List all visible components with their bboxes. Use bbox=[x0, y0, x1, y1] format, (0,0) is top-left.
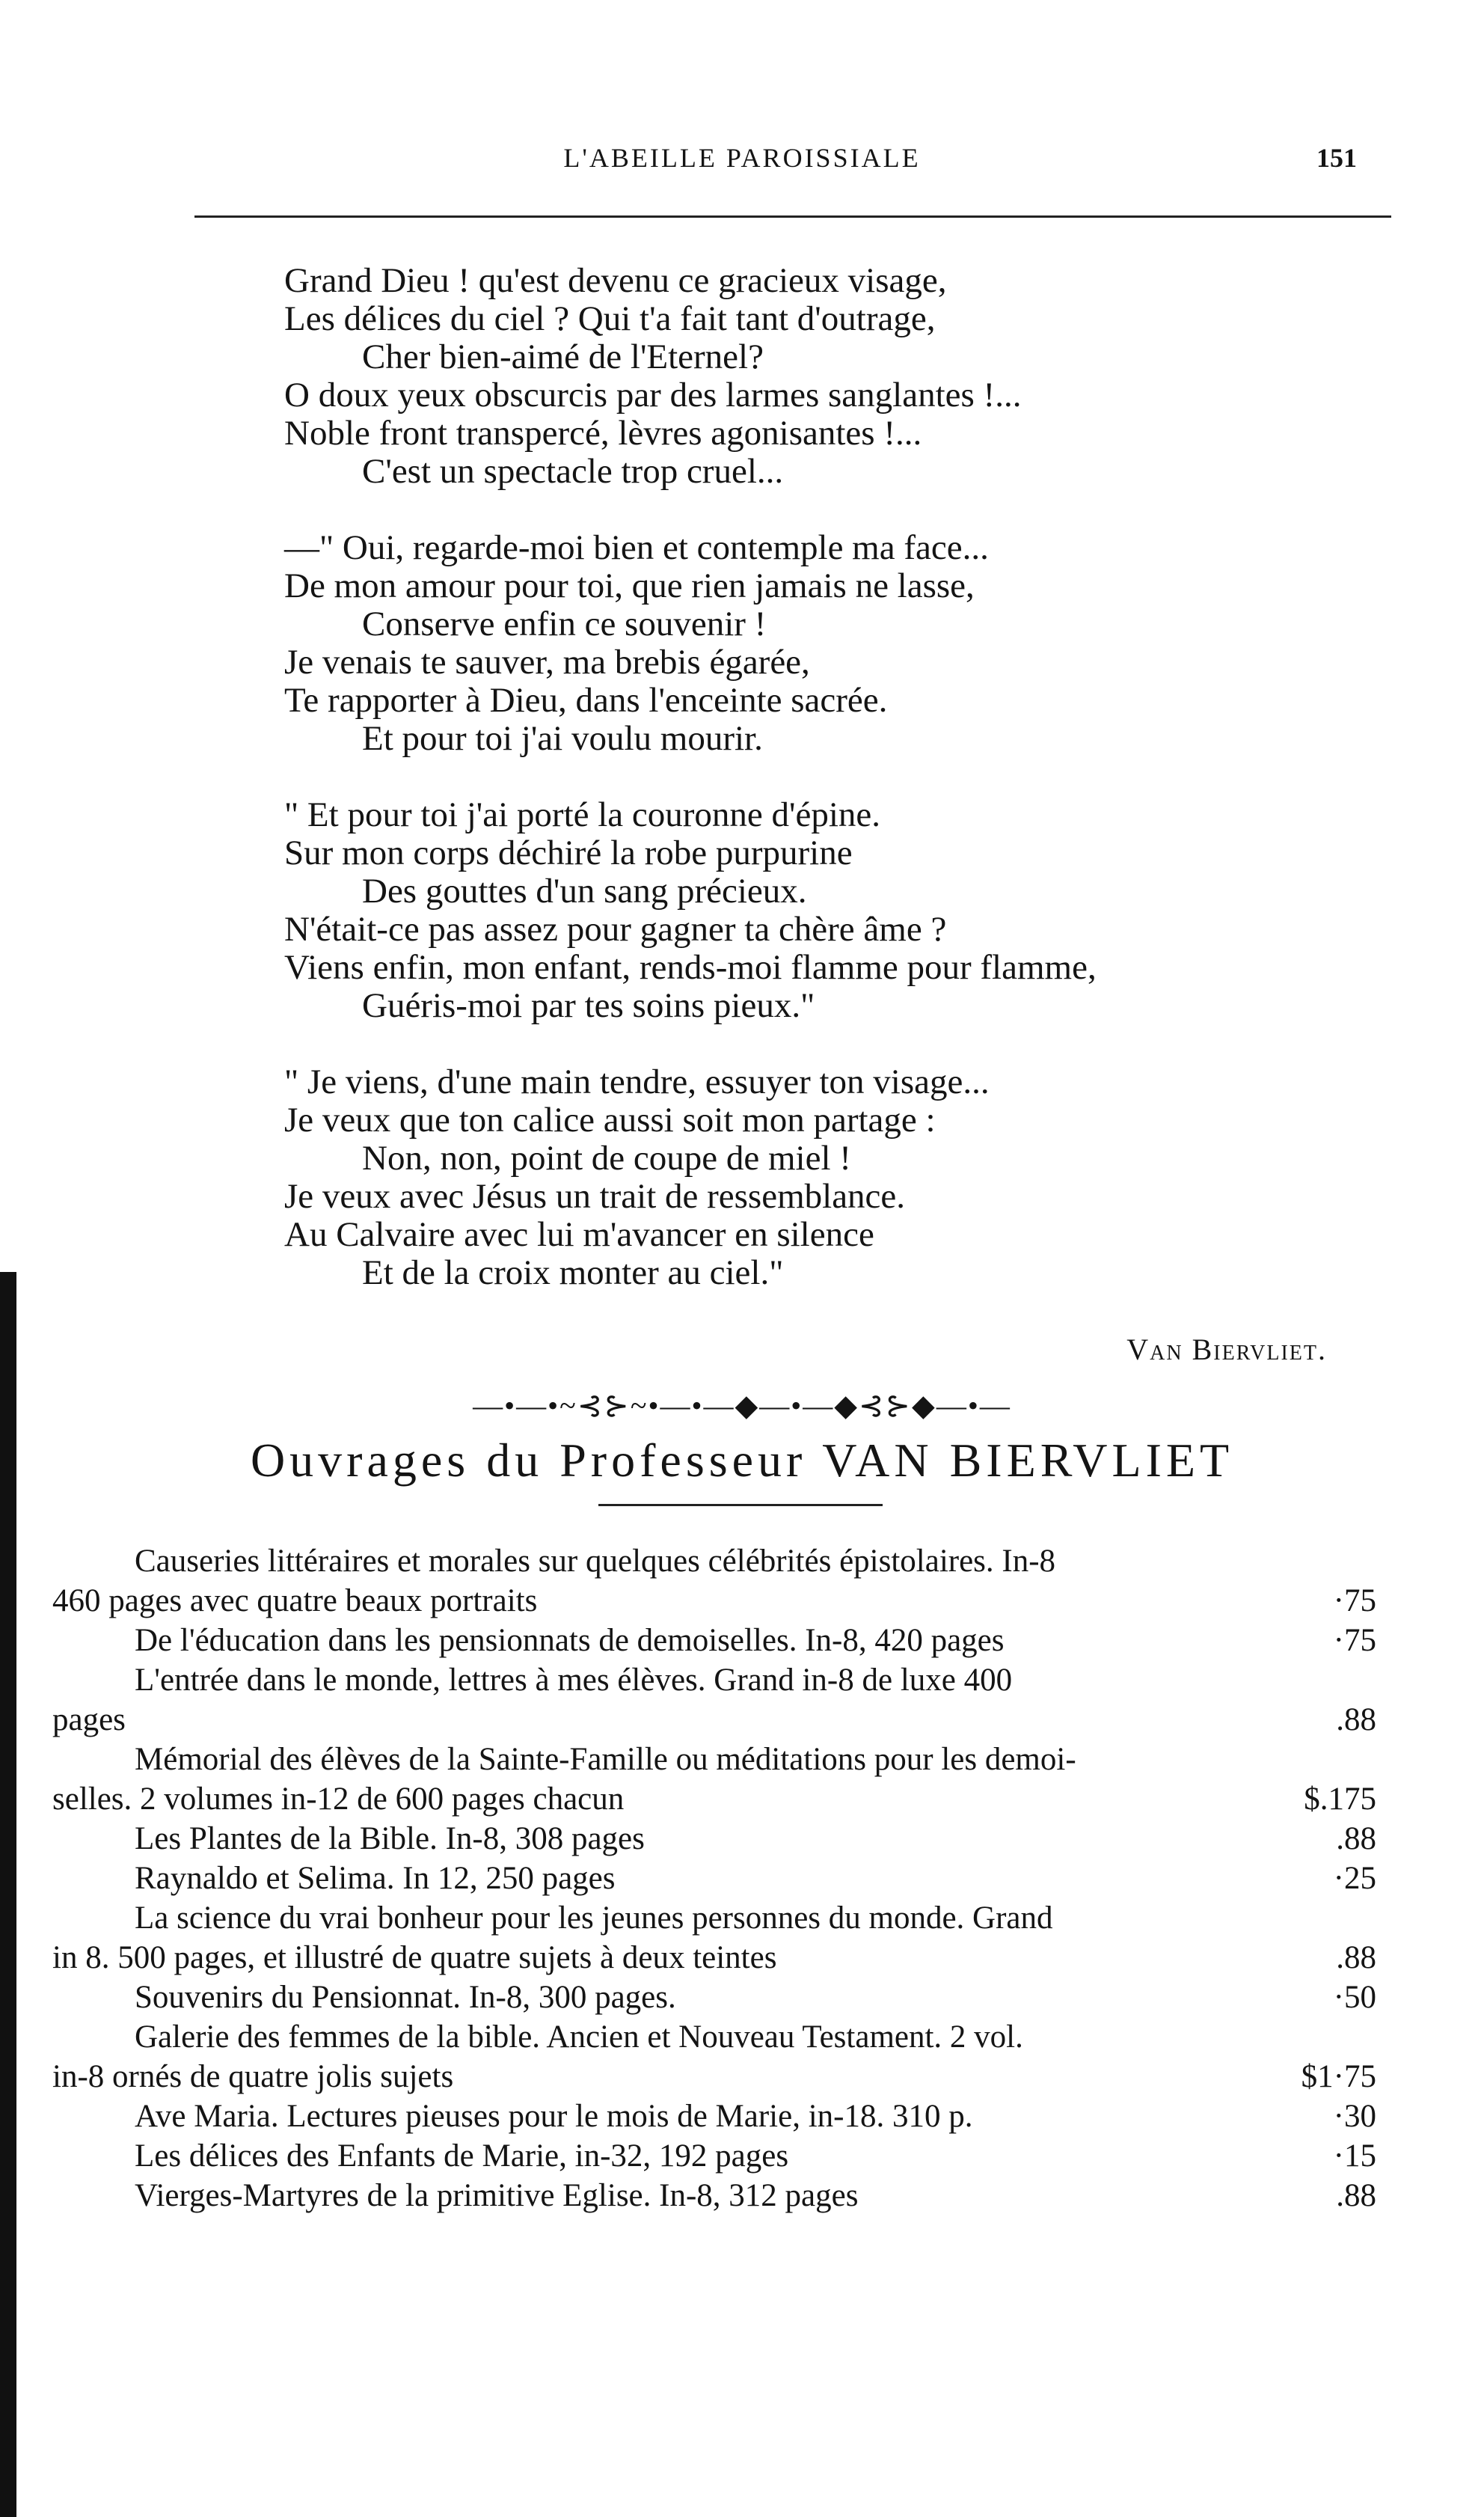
entry-price: $1·75 bbox=[1301, 2059, 1376, 2094]
entry-price: ·75 bbox=[1333, 1623, 1376, 1658]
poem-line: Noble front transpercé, lèvres agonisantes !... bbox=[284, 414, 922, 453]
entry-text: Souvenirs du Pensionnat. In-8, 300 pages. bbox=[135, 1980, 676, 2015]
poem-line: N'était-ce pas assez pour gagner ta chère âme ? bbox=[284, 910, 947, 949]
entry-price: .88 bbox=[1336, 1702, 1376, 1737]
entry-price: $.175 bbox=[1304, 1782, 1376, 1817]
poem-line: Non, non, point de coupe de miel ! bbox=[362, 1139, 851, 1178]
poem-line: Au Calvaire avec lui m'avancer en silence bbox=[284, 1215, 874, 1254]
page-header bbox=[0, 142, 1484, 187]
entry-text: Raynaldo et Selima. In 12, 250 pages bbox=[135, 1861, 616, 1896]
poem-line: Te rapporter à Dieu, dans l'enceinte sacrée. bbox=[284, 681, 888, 720]
poem-line: " Je viens, d'une main tendre, essuyer ton visage... bbox=[284, 1062, 990, 1101]
entry-text: Les délices des Enfants de Marie, in-32, 192 pages bbox=[135, 2138, 789, 2174]
poem-line: Et pour toi j'ai voulu mourir. bbox=[362, 719, 763, 758]
section-title: Ouvrages du Professeur VAN BIERVLIET bbox=[250, 1434, 1234, 1487]
page-number: 151 bbox=[1316, 143, 1357, 173]
catalog-entry bbox=[52, 1819, 1376, 1859]
poem-line: —" Oui, regarde-moi bien et contemple ma face... bbox=[284, 528, 989, 567]
catalog-entry bbox=[52, 1859, 1376, 1898]
catalog-entry bbox=[52, 1898, 1376, 1978]
entry-text: Vierges-Martyres de la primitive Eglise. In-8, 312 pages bbox=[135, 2178, 859, 2213]
page-edge-shadow bbox=[0, 1272, 16, 2517]
ornament-divider: —•—•~⊰⊱~•—•—◆—•—◆⊰⊱◆—•— bbox=[473, 1389, 1011, 1422]
catalog-entry bbox=[52, 1978, 1376, 2017]
poem-line: C'est un spectacle trop cruel... bbox=[362, 452, 784, 491]
poem-line: Cher bien-aimé de l'Eternel? bbox=[362, 337, 764, 376]
entry-price: .88 bbox=[1336, 1940, 1376, 1975]
entry-price: .88 bbox=[1336, 1821, 1376, 1856]
entry-text: pages bbox=[52, 1702, 126, 1737]
entry-text: selles. 2 volumes in-12 de 600 pages chacun bbox=[52, 1782, 625, 1817]
poem-line: Je veux avec Jésus un trait de ressemblance. bbox=[284, 1177, 906, 1216]
poem-line: Grand Dieu ! qu'est devenu ce gracieux visage, bbox=[284, 261, 947, 300]
catalog-list bbox=[52, 1541, 1376, 2215]
poem-line: " Et pour toi j'ai porté la couronne d'épine. bbox=[284, 795, 881, 834]
header-rule bbox=[194, 215, 1391, 218]
entry-text: La science du vrai bonheur pour les jeunes personnes du monde. Grand bbox=[135, 1900, 1053, 1936]
catalog-entry bbox=[52, 2017, 1376, 2097]
entry-price: ·30 bbox=[1333, 2099, 1376, 2134]
poem-line: Je veux que ton calice aussi soit mon partage : bbox=[284, 1101, 936, 1140]
entry-text: in 8. 500 pages, et illustré de quatre sujets à deux teintes bbox=[52, 1940, 777, 1975]
entry-text: Causeries littéraires et morales sur quelques célébrités épistolaires. In-8 bbox=[135, 1544, 1056, 1579]
entry-text: L'entrée dans le monde, lettres à mes élèves. Grand in-8 de luxe 400 bbox=[135, 1663, 1013, 1698]
entry-text: 460 pages avec quatre beaux portraits bbox=[52, 1583, 538, 1618]
catalog-entry bbox=[52, 1541, 1376, 1621]
poem-line: Et de la croix monter au ciel." bbox=[362, 1253, 784, 1292]
catalog-entry bbox=[52, 1660, 1376, 1740]
entry-price: ·50 bbox=[1333, 1980, 1376, 2015]
poem-signature: Van Biervliet. bbox=[1126, 1333, 1327, 1366]
entry-text: Galerie des femmes de la bible. Ancien et Nouveau Testament. 2 vol. bbox=[135, 2019, 1023, 2055]
title-rule bbox=[598, 1504, 883, 1506]
catalog-entry bbox=[52, 2097, 1376, 2136]
entry-text: Ave Maria. Lectures pieuses pour le mois de Marie, in-18. 310 p. bbox=[135, 2099, 973, 2134]
entry-price: ·25 bbox=[1333, 1861, 1376, 1896]
poem-line: Viens enfin, mon enfant, rends-moi flamme pour flamme, bbox=[284, 948, 1097, 987]
poem-line: Les délices du ciel ? Qui t'a fait tant d'outrage, bbox=[284, 299, 936, 338]
poem-line: O doux yeux obscurcis par des larmes sanglantes !... bbox=[284, 376, 1022, 415]
poem-stanza bbox=[284, 1063, 1369, 1292]
poem-line: Guéris-moi par tes soins pieux." bbox=[362, 986, 815, 1025]
entry-text: in-8 ornés de quatre jolis sujets bbox=[52, 2059, 454, 2094]
entry-text: De l'éducation dans les pensionnats de demoiselles. In-8, 420 pages bbox=[135, 1623, 1005, 1658]
catalog-entry bbox=[52, 1740, 1376, 1819]
poem-line: Je venais te sauver, ma brebis égarée, bbox=[284, 643, 810, 682]
poem-stanza bbox=[284, 529, 1369, 758]
entry-price: .88 bbox=[1336, 2178, 1376, 2213]
entry-price: ·75 bbox=[1333, 1583, 1376, 1618]
entry-text: Mémorial des élèves de la Sainte-Famille ou méditations pour les demoi- bbox=[135, 1742, 1076, 1777]
poem bbox=[284, 262, 1369, 1330]
poem-stanza bbox=[284, 796, 1369, 1025]
catalog-entry bbox=[52, 2136, 1376, 2176]
catalog-entry bbox=[52, 1621, 1376, 1660]
catalog-entry bbox=[52, 2176, 1376, 2215]
entry-price: ·15 bbox=[1333, 2138, 1376, 2174]
running-title: L'ABEILLE PAROISSIALE bbox=[563, 143, 921, 173]
poem-line: Des gouttes d'un sang précieux. bbox=[362, 872, 807, 911]
entry-text: Les Plantes de la Bible. In-8, 308 pages bbox=[135, 1821, 645, 1856]
poem-line: De mon amour pour toi, que rien jamais ne lasse, bbox=[284, 566, 975, 605]
poem-line: Conserve enfin ce souvenir ! bbox=[362, 605, 767, 643]
poem-stanza bbox=[284, 262, 1369, 491]
poem-line: Sur mon corps déchiré la robe purpurine bbox=[284, 834, 853, 872]
